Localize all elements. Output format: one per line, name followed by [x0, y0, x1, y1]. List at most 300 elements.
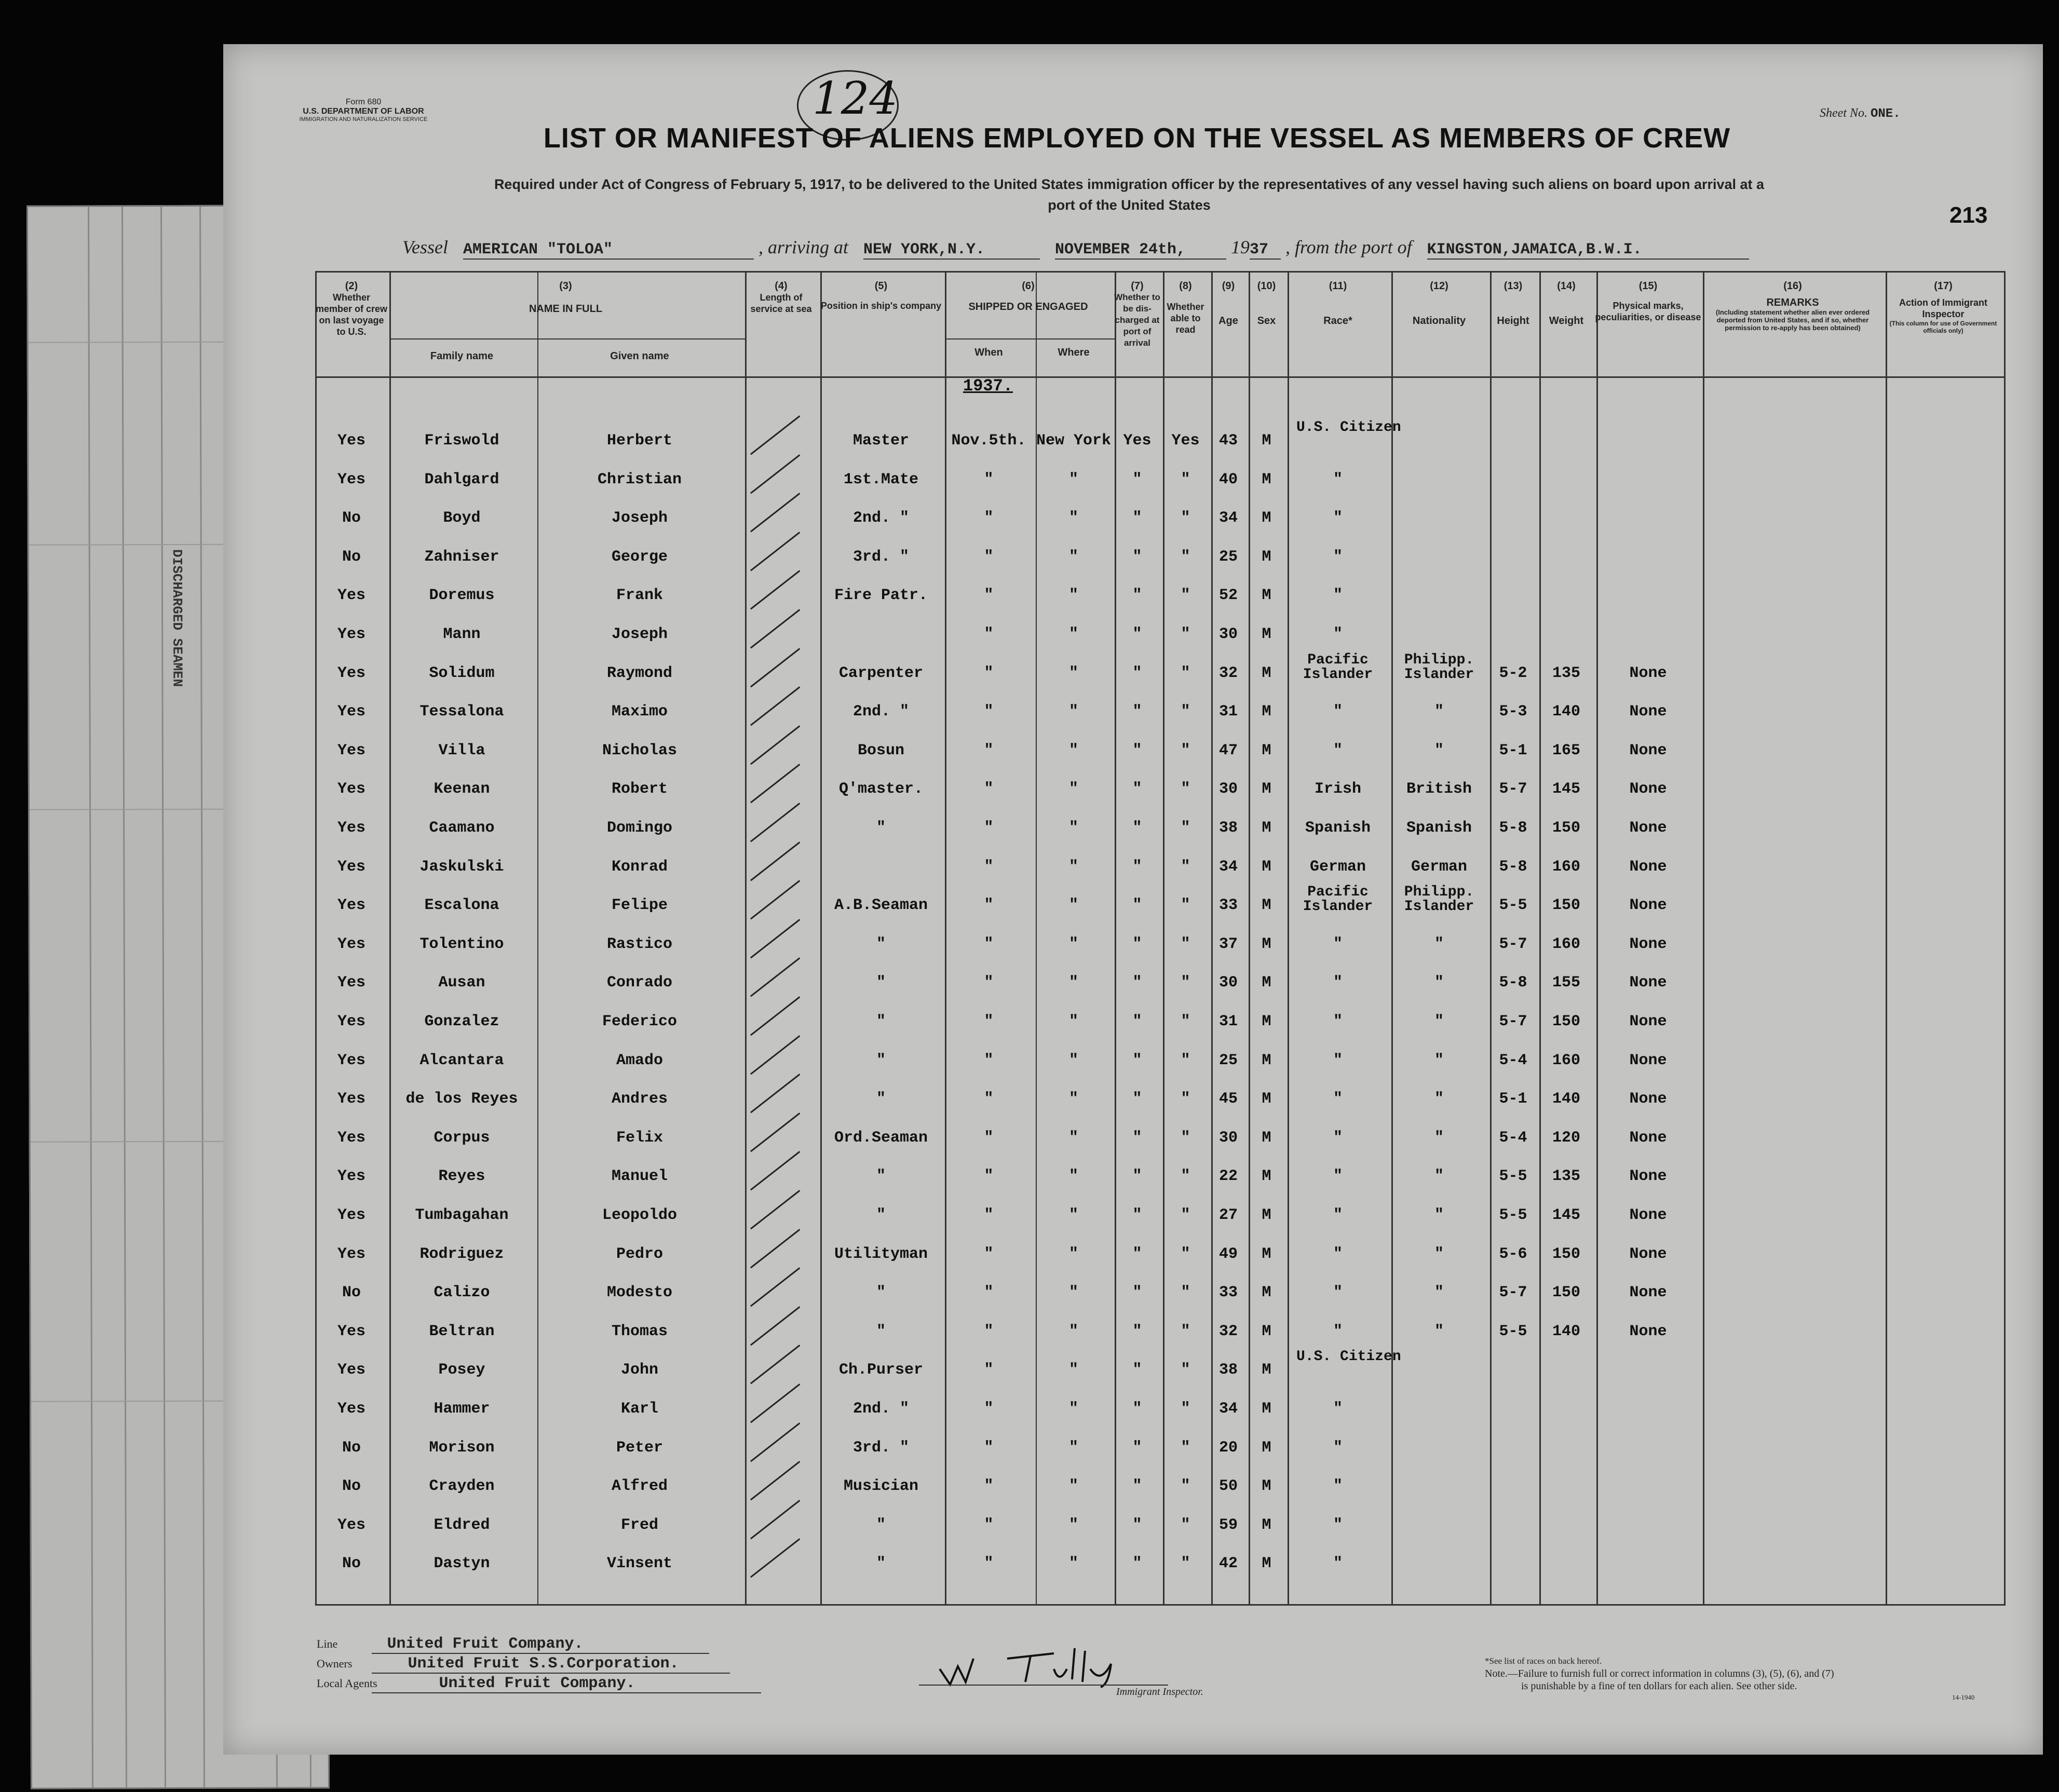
given-name-cell: Christian — [597, 471, 682, 488]
given-name-cell: Alfred — [611, 1477, 668, 1495]
height-cell: 5-5 — [1499, 1323, 1527, 1340]
able-to-read-cell: " — [1181, 780, 1190, 798]
position-cell: " — [876, 1052, 886, 1069]
sex-cell: M — [1262, 1090, 1271, 1108]
able-to-read-cell: " — [1181, 742, 1190, 759]
shipped-where-cell: " — [1068, 780, 1078, 798]
age-cell: 52 — [1218, 587, 1238, 604]
position-cell: A.B.Seaman — [834, 897, 928, 914]
family-name-cell: de los Reyes — [405, 1090, 518, 1108]
header-col16-label: REMARKS — [1766, 297, 1819, 308]
physical-marks-cell: None — [1629, 1167, 1667, 1185]
able-to-read-cell: " — [1181, 1400, 1190, 1418]
header-col9-label: Age — [1218, 315, 1238, 327]
discharged-cell: " — [1132, 1516, 1142, 1534]
weight-cell: 150 — [1552, 819, 1580, 837]
position-cell: Q'master. — [838, 780, 924, 798]
last-voyage-cell: Yes — [337, 1361, 365, 1379]
shipped-when-cell: " — [984, 1013, 994, 1030]
last-voyage-cell: Yes — [337, 819, 365, 837]
family-name-cell: Rodriguez — [419, 1245, 504, 1263]
given-name-cell: Felix — [616, 1129, 663, 1147]
shipped-when-cell: " — [984, 1323, 994, 1340]
header-col15-label: Physical marks, peculiarities, or disease — [1595, 301, 1701, 322]
sex-cell: M — [1262, 1245, 1271, 1263]
sex-cell: M — [1262, 1555, 1271, 1572]
header-col13-label: Height — [1497, 315, 1529, 327]
given-name-cell: Amado — [616, 1052, 663, 1069]
shipped-where-cell: " — [1068, 1555, 1078, 1572]
shipped-where-cell: " — [1068, 742, 1078, 759]
footer-agents-row — [317, 1675, 836, 1694]
discharged-cell: " — [1132, 858, 1142, 876]
shipped-when-cell: " — [984, 974, 994, 992]
sex-cell: M — [1262, 1284, 1271, 1301]
race-cell: " — [1333, 548, 1343, 566]
discharged-cell: " — [1132, 1206, 1142, 1224]
height-cell: 5-7 — [1499, 1284, 1527, 1301]
discharged-cell: " — [1132, 935, 1142, 953]
discharged-cell: " — [1132, 1245, 1142, 1263]
sex-cell: M — [1262, 935, 1271, 953]
nationality-cell: Philipp. Islander — [1404, 652, 1474, 683]
form-service: IMMIGRATION AND NATURALIZATION SERVICE — [299, 116, 428, 123]
shipped-where-cell: " — [1068, 897, 1078, 914]
able-to-read-cell: " — [1181, 1052, 1190, 1069]
physical-marks-cell: None — [1629, 780, 1667, 798]
given-name-cell: Peter — [616, 1439, 663, 1457]
shipped-where-cell: " — [1068, 1477, 1078, 1495]
weight-cell: 145 — [1552, 780, 1580, 798]
header-col17-num: (17) — [1934, 280, 1953, 292]
header-col5-label: Position in ship's company — [820, 301, 942, 311]
given-name-cell: Modesto — [606, 1284, 673, 1301]
family-name-cell: Doremus — [429, 587, 495, 604]
height-cell: 5-7 — [1499, 935, 1527, 953]
able-to-read-cell: " — [1181, 1555, 1190, 1572]
footer-owners-label: Owners — [317, 1657, 353, 1670]
able-to-read-cell: " — [1181, 1284, 1190, 1301]
subtitle-line2: port of the United States — [1048, 197, 1211, 213]
shipped-where-cell: " — [1068, 548, 1078, 566]
race-cell: " — [1333, 1400, 1343, 1418]
race-cell: " — [1333, 1439, 1343, 1457]
last-voyage-cell: Yes — [337, 897, 365, 914]
note-line1: Note.—Failure to furnish full or correct information in columns (3), (5), (6), and (7) — [1485, 1668, 1834, 1679]
header-col17-note: (This column for use of Government officials only) — [1889, 320, 1997, 334]
height-cell: 5-5 — [1499, 1167, 1527, 1185]
shipped-where-cell: " — [1068, 858, 1078, 876]
physical-marks-cell: None — [1629, 858, 1667, 876]
given-name-cell: Joseph — [611, 626, 668, 643]
able-to-read-cell: " — [1181, 1439, 1190, 1457]
position-cell: " — [876, 1013, 886, 1030]
nationality-cell: " — [1434, 703, 1444, 721]
header-col3-given: Given name — [610, 350, 669, 362]
header-col4-num: (4) — [775, 280, 788, 292]
discharged-cell: " — [1132, 1013, 1142, 1030]
discharged-cell: " — [1132, 742, 1142, 759]
footer-line-value: United Fruit Company. — [372, 1635, 709, 1654]
last-voyage-cell: Yes — [337, 664, 365, 682]
position-cell: " — [876, 819, 886, 837]
physical-marks-cell: None — [1629, 1206, 1667, 1224]
sex-cell: M — [1262, 1167, 1271, 1185]
nationality-cell: " — [1434, 935, 1444, 953]
race-cell: U.S. Citizen — [1296, 1349, 1401, 1365]
header-col12-label: Nationality — [1412, 315, 1466, 327]
nationality-cell: " — [1434, 1323, 1444, 1340]
age-cell: 33 — [1218, 897, 1238, 914]
weight-cell: 135 — [1552, 1167, 1580, 1185]
sex-cell: M — [1262, 1206, 1271, 1224]
shipped-when-cell: " — [984, 664, 994, 682]
form-number: Form 680 — [345, 98, 382, 106]
inspector-label: Immigrant Inspector. — [1116, 1686, 1203, 1698]
family-name-cell: Posey — [438, 1361, 485, 1379]
able-to-read-cell: " — [1181, 703, 1190, 721]
shipped-where-cell: " — [1068, 587, 1078, 604]
height-cell: 5-5 — [1499, 1206, 1527, 1224]
arrival-date: NOVEMBER 24th, — [1055, 241, 1226, 260]
footer-notes — [1485, 1655, 1834, 1692]
header-col4 — [743, 280, 819, 315]
print-code: 14-1940 — [1952, 1693, 1975, 1701]
shipped-where-cell: " — [1068, 1206, 1078, 1224]
given-name-cell: Thomas — [611, 1323, 668, 1340]
header-col17 — [1884, 280, 2002, 334]
age-cell: 37 — [1218, 935, 1238, 953]
shipped-when-cell: " — [984, 1516, 994, 1534]
position-cell: Ord.Seaman — [834, 1129, 928, 1147]
nationality-cell: " — [1434, 1206, 1444, 1224]
position-cell: Fire Patr. — [834, 587, 928, 604]
given-name-cell: Domingo — [606, 819, 673, 837]
last-voyage-cell: No — [342, 1284, 361, 1301]
age-cell: 25 — [1218, 548, 1238, 566]
age-cell: 20 — [1218, 1439, 1238, 1457]
race-cell: Pacific Islander — [1303, 884, 1373, 915]
age-cell: 43 — [1218, 432, 1238, 450]
sex-cell: M — [1262, 1013, 1271, 1030]
able-to-read-cell: " — [1181, 1245, 1190, 1263]
sex-cell: M — [1262, 858, 1271, 876]
given-name-cell: Rastico — [606, 935, 673, 953]
header-col11-label: Race* — [1323, 315, 1352, 327]
shipped-when-cell: " — [984, 1206, 994, 1224]
discharged-cell: " — [1132, 1400, 1142, 1418]
race-note: *See list of races on back hereof. — [1485, 1656, 1602, 1666]
sex-cell: M — [1262, 587, 1271, 604]
weight-cell: 160 — [1552, 935, 1580, 953]
given-name-cell: Conrado — [606, 974, 673, 992]
position-cell: 2nd. " — [852, 703, 910, 721]
header-col16 — [1701, 280, 1884, 332]
last-voyage-cell: Yes — [337, 1090, 365, 1108]
shipped-when-cell: " — [984, 509, 994, 527]
age-cell: 38 — [1218, 1361, 1238, 1379]
discharged-cell: " — [1132, 1439, 1142, 1457]
able-to-read-cell: " — [1181, 974, 1190, 992]
age-cell: 59 — [1218, 1516, 1238, 1534]
age-cell: 30 — [1218, 626, 1238, 643]
last-voyage-cell: Yes — [337, 780, 365, 798]
family-name-cell: Crayden — [429, 1477, 495, 1495]
position-cell: " — [876, 1090, 886, 1108]
race-cell: " — [1333, 974, 1343, 992]
shipped-when-cell: " — [984, 1400, 994, 1418]
sex-cell: M — [1262, 974, 1271, 992]
header-col14-num: (14) — [1557, 280, 1576, 292]
sheet-label: Sheet No. — [1820, 106, 1867, 120]
race-cell: " — [1333, 1206, 1343, 1224]
sex-cell: M — [1262, 1516, 1271, 1534]
position-cell: " — [876, 1167, 886, 1185]
shipped-when-cell: " — [984, 1052, 994, 1069]
family-name-cell: Tessalona — [419, 703, 504, 721]
shipped-when-cell: " — [984, 742, 994, 759]
header-col3 — [388, 280, 743, 315]
race-cell: " — [1333, 1013, 1343, 1030]
shipped-where-cell: " — [1068, 935, 1078, 953]
shipped-when-cell: " — [984, 819, 994, 837]
sex-cell: M — [1262, 432, 1271, 450]
position-cell: 2nd. " — [852, 1400, 910, 1418]
header-col16-num: (16) — [1783, 280, 1802, 292]
shipped-where-cell: " — [1068, 471, 1078, 488]
physical-marks-cell: None — [1629, 1052, 1667, 1069]
sex-cell: M — [1262, 1400, 1271, 1418]
last-voyage-cell: Yes — [337, 432, 365, 450]
age-cell: 49 — [1218, 1245, 1238, 1263]
shipped-where-cell: " — [1068, 1516, 1078, 1534]
shipped-when-cell: " — [984, 626, 994, 643]
sex-cell: M — [1262, 1052, 1271, 1069]
shipped-where-cell: " — [1068, 1245, 1078, 1263]
last-voyage-cell: Yes — [337, 858, 365, 876]
race-cell: " — [1333, 1323, 1343, 1340]
family-name-cell: Tumbagahan — [415, 1206, 509, 1224]
height-cell: 5-8 — [1499, 819, 1527, 837]
height-cell: 5-6 — [1499, 1245, 1527, 1263]
family-name-cell: Villa — [438, 742, 485, 759]
shipped-where-cell: " — [1068, 1439, 1078, 1457]
footer-owners-row — [317, 1655, 836, 1675]
shipped-where-cell: " — [1068, 1013, 1078, 1030]
family-name-cell: Corpus — [434, 1129, 490, 1147]
race-cell: U.S. Citizen — [1296, 419, 1401, 436]
position-cell: 1st.Mate — [843, 471, 919, 488]
shipped-where-cell: " — [1068, 1090, 1078, 1108]
height-cell: 5-5 — [1499, 897, 1527, 914]
last-voyage-cell: Yes — [337, 1400, 365, 1418]
last-voyage-cell: No — [342, 1555, 361, 1572]
family-name-cell: Gonzalez — [424, 1013, 499, 1030]
header-col2-num: (2) — [345, 280, 358, 292]
sex-cell: M — [1262, 1129, 1271, 1147]
shipped-when-cell: " — [984, 935, 994, 953]
able-to-read-cell: " — [1181, 897, 1190, 914]
header-col3-family: Family name — [430, 350, 494, 362]
family-name-cell: Tolentino — [419, 935, 504, 953]
able-to-read-cell: " — [1181, 1206, 1190, 1224]
weight-cell: 140 — [1552, 703, 1580, 721]
header-col12-num: (12) — [1430, 280, 1448, 292]
nationality-cell: " — [1434, 1245, 1444, 1263]
physical-marks-cell: None — [1629, 1245, 1667, 1263]
header-col7-label: Whether to be dis-charged at port of arrival — [1114, 292, 1160, 348]
race-cell: " — [1333, 509, 1343, 527]
position-cell: " — [876, 1516, 886, 1534]
vessel-name: AMERICAN "TOLOA" — [463, 241, 754, 260]
given-name-cell: Konrad — [611, 858, 668, 876]
given-name-cell: Herbert — [606, 432, 673, 450]
header-col9-num: (9) — [1222, 280, 1235, 292]
shipped-when-cell: " — [984, 548, 994, 566]
given-name-cell: John — [620, 1361, 658, 1379]
shipped-where-cell: " — [1068, 1129, 1078, 1147]
height-cell: 5-8 — [1499, 974, 1527, 992]
header-col10-num: (10) — [1257, 280, 1276, 292]
last-voyage-cell: Yes — [337, 1206, 365, 1224]
nationality-cell: British — [1406, 780, 1472, 798]
slip-section-discharged: DISCHARGED SEAMEN — [169, 549, 185, 687]
header-col6 — [943, 280, 1113, 313]
given-name-cell: Andres — [611, 1090, 668, 1108]
family-name-cell: Mann — [443, 626, 481, 643]
given-name-cell: Raymond — [606, 664, 673, 682]
physical-marks-cell: None — [1629, 819, 1667, 837]
header-col17-label: Action of Immigrant Inspector — [1899, 297, 1987, 319]
nationality-cell: Philipp. Islander — [1404, 884, 1474, 915]
discharged-cell: Yes — [1123, 432, 1152, 450]
header-col15-num: (15) — [1638, 280, 1658, 292]
race-cell: Irish — [1314, 780, 1361, 798]
header-col8-num: (8) — [1179, 280, 1192, 292]
shipped-when-cell: " — [984, 471, 994, 488]
physical-marks-cell: None — [1629, 974, 1667, 992]
able-to-read-cell: " — [1181, 1090, 1190, 1108]
physical-marks-cell: None — [1629, 1129, 1667, 1147]
header-col5 — [819, 280, 943, 311]
header-col13 — [1488, 280, 1538, 327]
last-voyage-cell: Yes — [337, 1013, 365, 1030]
given-name-cell: Karl — [620, 1400, 658, 1418]
position-cell: 3rd. " — [852, 1439, 910, 1457]
nationality-cell: Spanish — [1406, 819, 1472, 837]
header-col12 — [1390, 280, 1488, 327]
family-name-cell: Keenan — [434, 780, 490, 798]
header-col7 — [1113, 280, 1161, 349]
shipped-when-cell: " — [984, 1129, 994, 1147]
sex-cell: M — [1262, 509, 1271, 527]
able-to-read-cell: " — [1181, 1323, 1190, 1340]
last-voyage-cell: Yes — [337, 703, 365, 721]
physical-marks-cell: None — [1629, 664, 1667, 682]
race-cell: " — [1333, 626, 1343, 643]
position-cell: Master — [852, 432, 910, 450]
footer-agents-label: Local Agents — [317, 1677, 377, 1690]
height-cell: 5-8 — [1499, 858, 1527, 876]
manifest-title: LIST OR MANIFEST OF ALIENS EMPLOYED ON THE VESSEL AS MEMBERS OF CREW — [543, 123, 1731, 154]
height-cell: 5-7 — [1499, 1013, 1527, 1030]
position-cell: 3rd. " — [852, 548, 910, 566]
given-name-cell: Robert — [611, 780, 668, 798]
shipped-when-cell: Nov.5th. — [951, 432, 1026, 450]
header-col15 — [1595, 280, 1701, 323]
shipped-when-cell: " — [984, 1477, 994, 1495]
vessel-label: Vessel — [402, 237, 448, 257]
age-cell: 45 — [1218, 1090, 1238, 1108]
last-voyage-cell: Yes — [337, 1323, 365, 1340]
footer-line-label: Line — [317, 1637, 338, 1650]
discharged-cell: " — [1132, 703, 1142, 721]
age-cell: 40 — [1218, 471, 1238, 488]
last-voyage-cell: No — [342, 1477, 361, 1495]
given-name-cell: Maximo — [611, 703, 668, 721]
age-cell: 31 — [1218, 1013, 1238, 1030]
weight-cell: 150 — [1552, 1284, 1580, 1301]
last-voyage-cell: Yes — [337, 471, 365, 488]
family-name-cell: Dastyn — [434, 1555, 490, 1572]
able-to-read-cell: " — [1181, 1129, 1190, 1147]
weight-cell: 155 — [1552, 974, 1580, 992]
family-name-cell: Ausan — [438, 974, 485, 992]
handwritten-number: 124 — [812, 73, 898, 125]
height-cell: 5-2 — [1499, 664, 1527, 682]
shipped-where-cell: " — [1068, 1052, 1078, 1069]
family-name-cell: Hammer — [434, 1400, 490, 1418]
shipped-when-cell: " — [984, 1361, 994, 1379]
discharged-cell: " — [1132, 1052, 1142, 1069]
given-name-cell: Vinsent — [606, 1555, 673, 1572]
discharged-cell: " — [1132, 626, 1142, 643]
form-id-block — [280, 98, 446, 123]
physical-marks-cell: None — [1629, 935, 1667, 953]
discharged-cell: " — [1132, 897, 1142, 914]
discharged-cell: " — [1132, 587, 1142, 604]
able-to-read-cell: " — [1181, 819, 1190, 837]
sex-cell: M — [1262, 471, 1271, 488]
footer-owners-value: United Fruit S.S.Corporation. — [372, 1655, 730, 1674]
shipped-where-cell: " — [1068, 664, 1078, 682]
given-name-cell: Frank — [616, 587, 663, 604]
sex-cell: M — [1262, 819, 1271, 837]
discharged-cell: " — [1132, 780, 1142, 798]
family-name-cell: Dahlgard — [424, 471, 499, 488]
position-cell: " — [876, 1323, 886, 1340]
weight-cell: 140 — [1552, 1090, 1580, 1108]
form-department: U.S. DEPARTMENT OF LABOR — [303, 107, 424, 116]
nationality-cell: " — [1434, 742, 1444, 759]
header-col8 — [1161, 280, 1210, 335]
family-name-cell: Alcantara — [419, 1052, 504, 1069]
able-to-read-cell: " — [1181, 509, 1190, 527]
nationality-cell: " — [1434, 1013, 1444, 1030]
last-voyage-cell: Yes — [337, 1167, 365, 1185]
footer-line-row — [317, 1635, 836, 1655]
header-col2 — [315, 280, 388, 337]
height-cell: 5-7 — [1499, 780, 1527, 798]
header-col6-num: (6) — [1022, 280, 1035, 292]
shipped-where-cell: " — [1068, 974, 1078, 992]
position-cell: 2nd. " — [852, 509, 910, 527]
sex-cell: M — [1262, 1361, 1271, 1379]
physical-marks-cell: None — [1629, 1323, 1667, 1340]
weight-cell: 150 — [1552, 1245, 1580, 1263]
shipped-when-cell: " — [984, 1284, 994, 1301]
physical-marks-cell: None — [1629, 1013, 1667, 1030]
